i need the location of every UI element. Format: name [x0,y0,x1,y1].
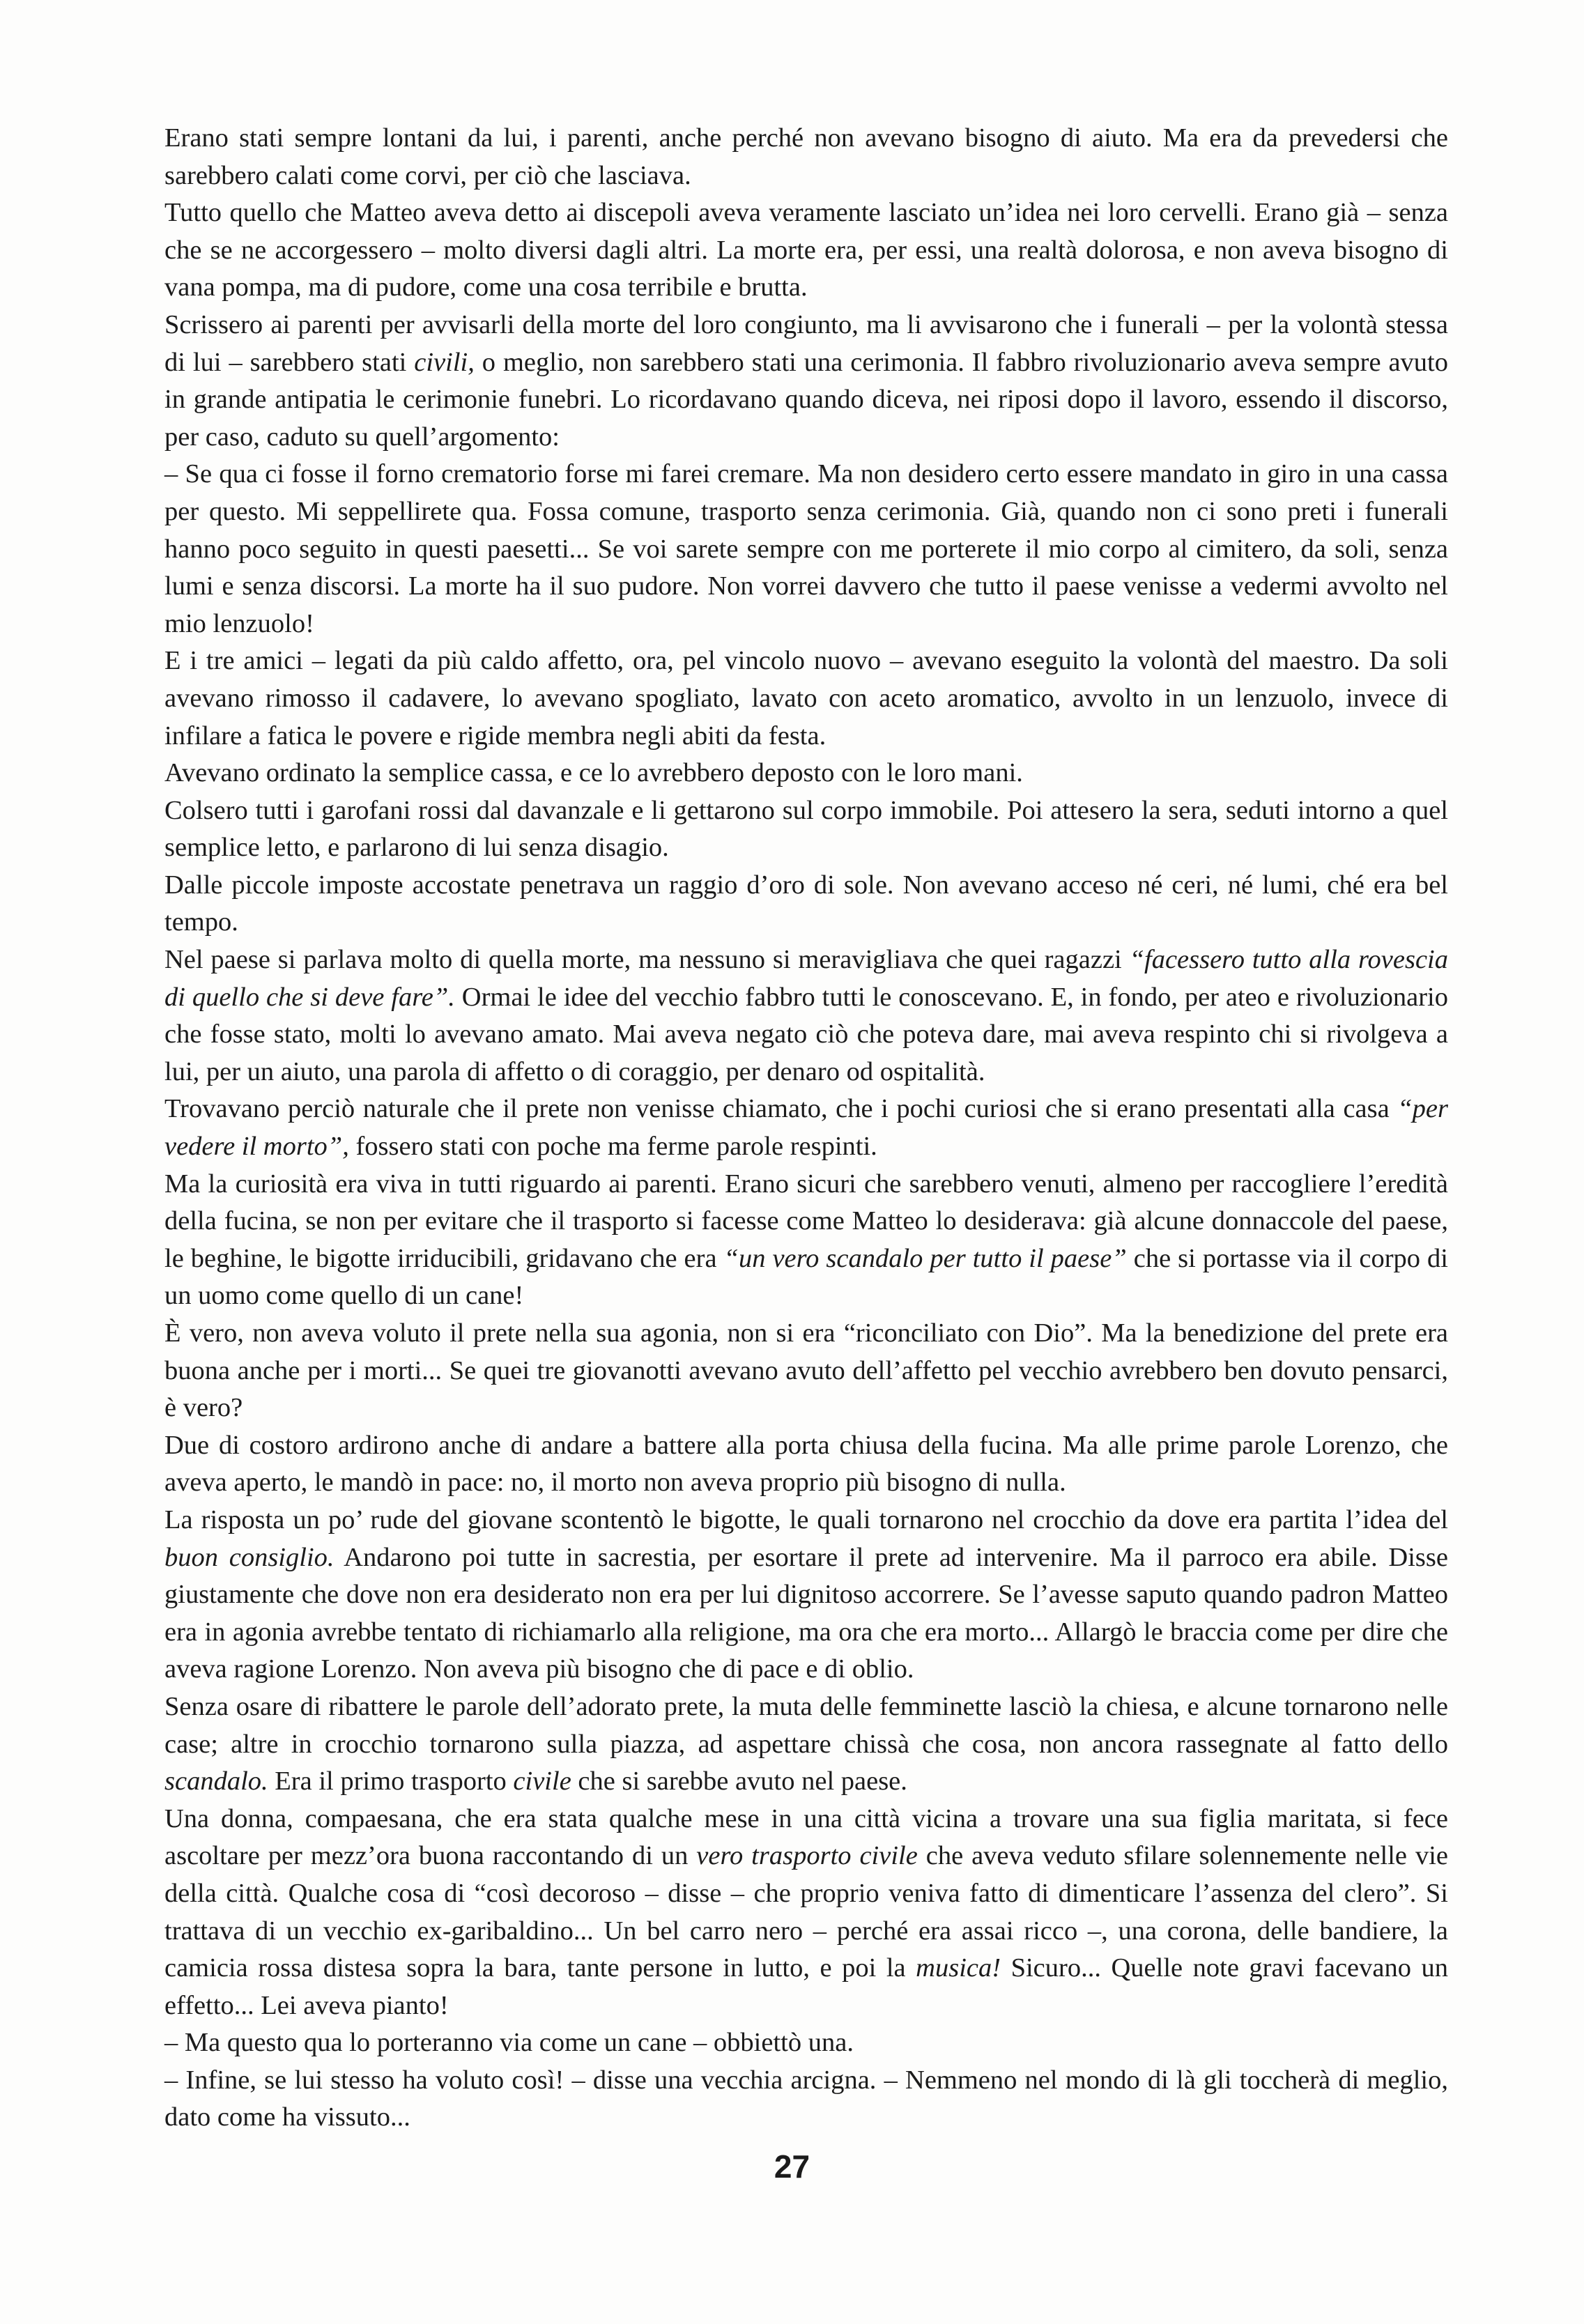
paragraph [164,1688,1448,1801]
text-run: Tutto quello che Matteo aveva detto ai discepoli aveva veramente lasciato un’idea nei loro cervelli. Erano già – senza che se ne accorgessero – molto diversi dagli altri. La morte era, per essi, una realtà dolorosa, e non aveva bisogno di vana pompa, ma di pudore, come una cosa terribile e brutta. [164,198,1448,302]
text-run: – Ma questo qua lo porteranno via come un cane – obbiettò una. [164,2028,854,2058]
text-run: – Se qua ci fosse il forno crematorio forse mi farei cremare. Ma non desidero certo essere mandato in giro in una cassa per questo. Mi seppellirete qua. Fossa comune, trasporto senza cerimonia. Già, quando non ci sono preti i funerali hanno poco seguito in questi paesetti... Se voi sarete sempre con me porterete il mio corpo al cimitero, da soli, senza lumi e senza discorsi. La morte ha il suo pudore. Non vorrei davvero che tutto il paese venisse a vedermi avvolto nel mio lenzuolo! [164,459,1448,638]
text-run: Nel paese si parlava molto di quella morte, ma nessuno si meravigliava che quei ragazzi [164,945,1130,975]
text-run: Dalle piccole imposte accostate penetrava un raggio d’oro di sole. Non avevano acceso né ceri, né lumi, ché era bel tempo. [164,870,1448,937]
paragraph [164,941,1448,1091]
body-text [164,120,1448,2137]
paragraph [164,1091,1448,1165]
paragraph [164,2062,1448,2137]
italic-text: musica! [916,1953,1001,1983]
paragraph [164,194,1448,307]
text-run: E i tre amici – legati da più caldo affetto, ora, pel vincolo nuovo – avevano eseguito la volontà del maestro. Da soli avevano rimosso il cadavere, lo avevano spogliato, lavato con aceto aromatico, avvolto in un lenzuolo, invece di infilare a fatica le povere e rigide membra negli abiti da festa. [164,646,1448,751]
text-run: – Infine, se lui stesso ha voluto così! – disse una vecchia arcigna. – Nemmeno nel mondo di là gli toccherà di meglio, dato come ha vissuto... [164,2065,1448,2132]
italic-text: civile [513,1767,571,1796]
paragraph [164,792,1448,867]
italic-text: vero trasporto civile [696,1841,918,1871]
paragraph [164,867,1448,941]
paragraph [164,1801,1448,2025]
paragraph [164,120,1448,194]
text-run: Scrissero ai parenti per avvisarli della morte del loro congiunto, ma li avvisarono che i funerali – per la volontà stessa di lui – sarebbero stati [164,309,1448,377]
text-run: che si portasse via il corpo di un uomo come quello di un cane! [164,1243,1448,1311]
text-run: La risposta un po’ rude del giovane scontentò le bigotte, le quali tornarono nel crocchio da dove era partita l’idea del [164,1505,1448,1534]
text-run: Ma la curiosità era viva in tutti riguardo ai parenti. Erano sicuri che sarebbero venuti, almeno per raccogliere l’eredità della fucina, se non per evitare che il trasporto si facesse come Matteo lo desiderava: già alcune donnaccole del paese, le beghine, le bigotte irriducibili, gridavano che era [164,1169,1448,1273]
page-number: 27 [774,2148,810,2185]
text-run: fossero stati con poche ma ferme parole respinti. [348,1132,877,1162]
text-run: Sicuro... Quelle note gravi facevano un effetto... Lei aveva pianto! [164,1953,1448,2020]
paragraph [164,1166,1448,1315]
text-run: che si sarebbe avuto nel paese. [571,1767,907,1796]
paragraph [164,755,1448,792]
text-run: che aveva veduto sfilare solennemente nelle vie della città. Qualche cosa di “così decoroso – disse – che proprio veniva fatto di dimenticare l’assenza del clero”. Si trattava di un vecchio ex-garibaldino... Un bel carro nero – perché era assai ricco –, una corona, delle bandiere, la camicia rossa distesa sopra la bara, tante persone in lutto, e poi la [164,1841,1448,1983]
italic-text: “facessero tutto alla rovescia di quello che si deve fare”. [164,945,1449,1012]
paragraph [164,1502,1448,1688]
text-run: Ormai le idee del vecchio fabbro tutti le conoscevano. E, in fondo, per ateo e rivoluzionario che fosse stato, molti lo avevano amato. Mai aveva negato ciò che poteva dare, mai aveva respinto chi si rivolgeva a lui, per un aiuto, una parola di affetto o di coraggio, per denaro od ospitalità. [164,982,1448,1086]
text-run: È vero, non aveva voluto il prete nella sua agonia, non si era “riconciliato con Dio”. Ma la benedizione del prete era buona anche per i morti... Se quei tre giovanotti avevano avuto dell’affetto pel vecchio avrebbero ben dovuto pensarci, è vero? [164,1318,1448,1423]
text-run: Erano stati sempre lontani da lui, i parenti, anche perché non avevano bisogno di aiuto. Ma era da prevedersi che sarebbero calati come corvi, per ciò che lasciava. [164,123,1448,190]
text-run: Una donna, compaesana, che era stata qualche mese in una città vicina a trovare una sua figlia maritata, si fece ascoltare per mezz’ora buona raccontando di un [164,1803,1448,1871]
italic-text: civili, [414,347,475,377]
text-run: Senza osare di ribattere le parole dell’adorato prete, la muta delle femminette lasciò la chiesa, e alcune tornarono nelle case; altre in crocchio tornarono sulla piazza, ad aspettare chissà che cosa, non ancora rassegnate al fatto dello [164,1691,1448,1759]
paragraph [164,642,1448,755]
paragraph [164,1315,1448,1427]
text-run: Era il primo trasporto [268,1767,514,1796]
paragraph [164,2024,1448,2062]
text-run: Colsero tutti i garofani rossi dal davanzale e li gettarono sul corpo immobile. Poi attesero la sera, seduti intorno a quel semplice letto, e parlarono di lui senza disagio. [164,795,1448,863]
paragraph [164,1427,1448,1502]
italic-text: buon consiglio. [164,1542,335,1572]
text-run: o meglio, non sarebbero stati una cerimonia. Il fabbro rivoluzionario aveva sempre avuto in grande antipatia le cerimonie funebri. Lo ricordavano quando diceva, nei riposi dopo il lavoro, essendo il discorso, per caso, caduto su quell’argomento: [164,347,1448,452]
text-run: Trovavano perciò naturale che il prete non venisse chiamato, che i pochi curiosi che si erano presentati alla casa [164,1094,1398,1124]
italic-text: “per vedere il morto”, [164,1094,1448,1162]
paragraph [164,307,1448,456]
text-run: Due di costoro ardirono anche di andare a battere alla porta chiusa della fucina. Ma alle prime parole Lorenzo, che aveva aperto, le mandò in pace: no, il morto non aveva proprio più bisogno di nulla. [164,1430,1448,1498]
italic-text: “un vero scandalo per tutto il paese” [723,1243,1127,1273]
italic-text: scandalo. [164,1767,268,1796]
text-run: Avevano ordinato la semplice cassa, e ce lo avrebbero deposto con le loro mani. [164,758,1023,788]
text-run: Andarono poi tutte in sacrestia, per esortare il prete ad intervenire. Ma il parroco era abile. Disse giustamente che dove non era desiderato non era per lui dignitoso accorrere. Se l’avesse saputo quando padron Matteo era in agonia avrebbe tentato di richiamarlo alla religione, ma ora che era morto... Allargò le braccia come per dire che aveva ragione Lorenzo. Non aveva più bisogno che di pace e di oblio. [164,1542,1448,1684]
paragraph [164,456,1448,642]
